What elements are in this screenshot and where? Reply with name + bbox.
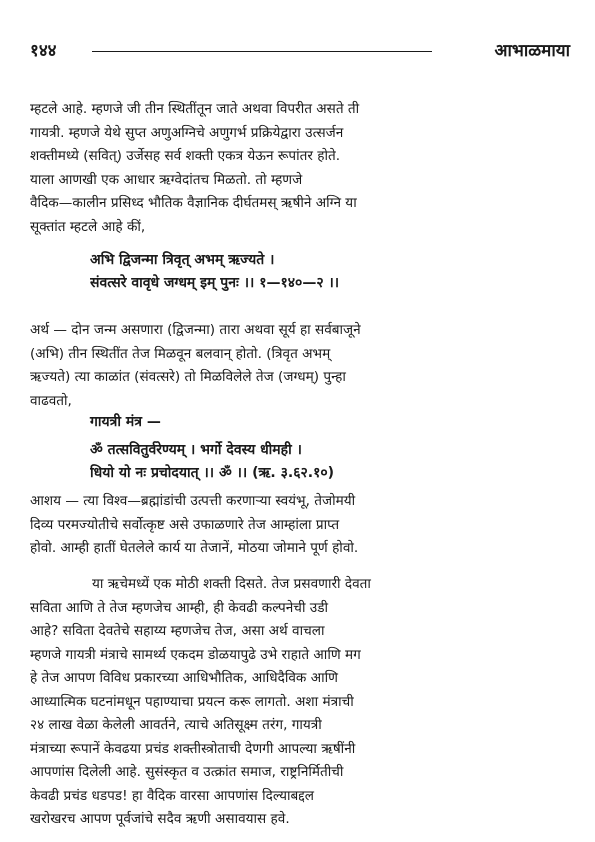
text-line: दिव्य परमज्योतीचे सर्वोत्कृष्ट असे उफाळणारे तेज आम्हांला प्राप्त: [30, 516, 340, 533]
text-line: मंत्राच्या रूपानें केवढया प्रचंड शक्तीस्त्रोताची देणगी आपल्या ऋषींनी: [30, 740, 356, 757]
text-line: म्हटले आहे. म्हणजे जी तीन स्थितींतून जाते अथवा विपरीत असते ती: [30, 101, 360, 117]
text-line: वैदिक—कालीन प्रसिध्द भौतिक वैज्ञानिक दीर्घतमस् ऋषीने अग्नि या: [30, 195, 357, 211]
text-line: हे तेज आपण विविध प्रकारच्या आधिभौतिक, आधिदैविक आणि: [30, 670, 338, 686]
verse-line: संवत्सरे वावृधे जग्धम् इम् पुनः ।। १—१४०—२ ।।: [90, 275, 340, 291]
text-line: २४ लाख वेळा केलेली आवर्तने, त्याचे अतिसूक्ष्म तरंग, गायत्री: [30, 717, 322, 733]
text-line: (अभि) तीन स्थितींत तेज मिळवून बलवान् होतो. (त्रिवृत अभम्: [30, 345, 331, 362]
text-line: याला आणखी एक आधार ऋग्वेदांतच मिळतो. तो म्हणजे: [30, 171, 303, 188]
text-line: सविता आणि ते तेज म्हणजेच आम्ही, ही केवढी कल्पनेची उडी: [30, 599, 329, 616]
text-line: म्हणजे गायत्री मंत्राचे सामर्थ्य एकदम डोळयापुढे उभे राहाते आणि मग: [30, 646, 361, 663]
text-line: आहे? सविता देवतेचे सहाय्य म्हणजेच तेज, असा अर्थ वाचला: [30, 623, 325, 639]
paragraph-1: [30, 98, 570, 239]
text-line: होवो. आम्ही हातीं घेतलेले कार्य या तेजानें, मोठया जोमाने पूर्ण होवो.: [30, 540, 359, 556]
page-number: १४४: [30, 41, 57, 61]
text-line: या ऋचेमध्यें एक मोठी शक्ती दिसते. तेज प्रसवणारी देवता: [92, 576, 371, 592]
page-header: [30, 40, 570, 62]
verse-line: ॐ तत्सवितुर्वरेण्यम् । भर्गो देवस्य धीमही ।: [90, 442, 302, 458]
verse-rigveda: [90, 249, 339, 295]
mantra-heading: गायत्री मंत्र —: [90, 414, 161, 430]
text-line: आध्यात्मिक घटनांमधून पहाण्याचा प्रयत्न करू लागतो. अशा मंत्राची: [30, 693, 354, 710]
running-title: आभाळमाया: [494, 41, 570, 61]
verse-gayatri-mantra: [90, 439, 334, 485]
verse-line: धियो यो नः प्रचोदयात् ।। ॐ ।। (ऋ. ३.६२.१०): [90, 465, 335, 481]
paragraph-essence: [30, 490, 570, 561]
paragraph-4: [30, 573, 570, 832]
text-line: सूक्तांत म्हटले आहे कीं,: [30, 218, 146, 235]
text-line: अर्थ — दोन जन्म असणारा (द्विजन्मा) तारा अथवा सूर्य हा सर्वबाजूने: [30, 322, 361, 338]
text-line: आशय — त्या विश्व—ब्रह्मांडांची उत्पत्ती करणाऱ्या स्वयंभू, तेजोमयी: [30, 493, 356, 509]
text-line: केवढी प्रचंड धडपड! हा वैदिक वारसा आपणांस दिल्याबद्दल: [30, 787, 315, 804]
text-line: शक्तीमध्ये (सवित्) उर्जेसह सर्व शक्ती एकत्र येऊन रूपांतर होते.: [30, 148, 341, 164]
text-line: ऋज्यते) त्या काळांत (संवत्सरे) तो मिळविलेले तेज (जग्धम्) पुन्हा: [30, 369, 346, 385]
text-line: गायत्री. म्हणजे येथे सुप्त अणुअग्निचे अणुगर्भ प्रक्रियेद्वारा उत्सर्जन: [30, 124, 344, 141]
header-rule: [92, 51, 432, 52]
text-line: आपणांस दिलेली आहे. सुसंस्कृत व उत्क्रांत समाज, राष्ट्रनिर्मितीची: [30, 764, 344, 780]
text-line: वाढवतो,: [30, 392, 72, 409]
text-line: खरोखरच आपण पूर्वजांचे सदैव ऋणी असावयास हवे.: [30, 811, 290, 827]
paragraph-meaning: [30, 319, 570, 413]
verse-line: अभि द्विजन्मा त्रिवृत् अभम् ऋज्यते ।: [90, 252, 275, 268]
